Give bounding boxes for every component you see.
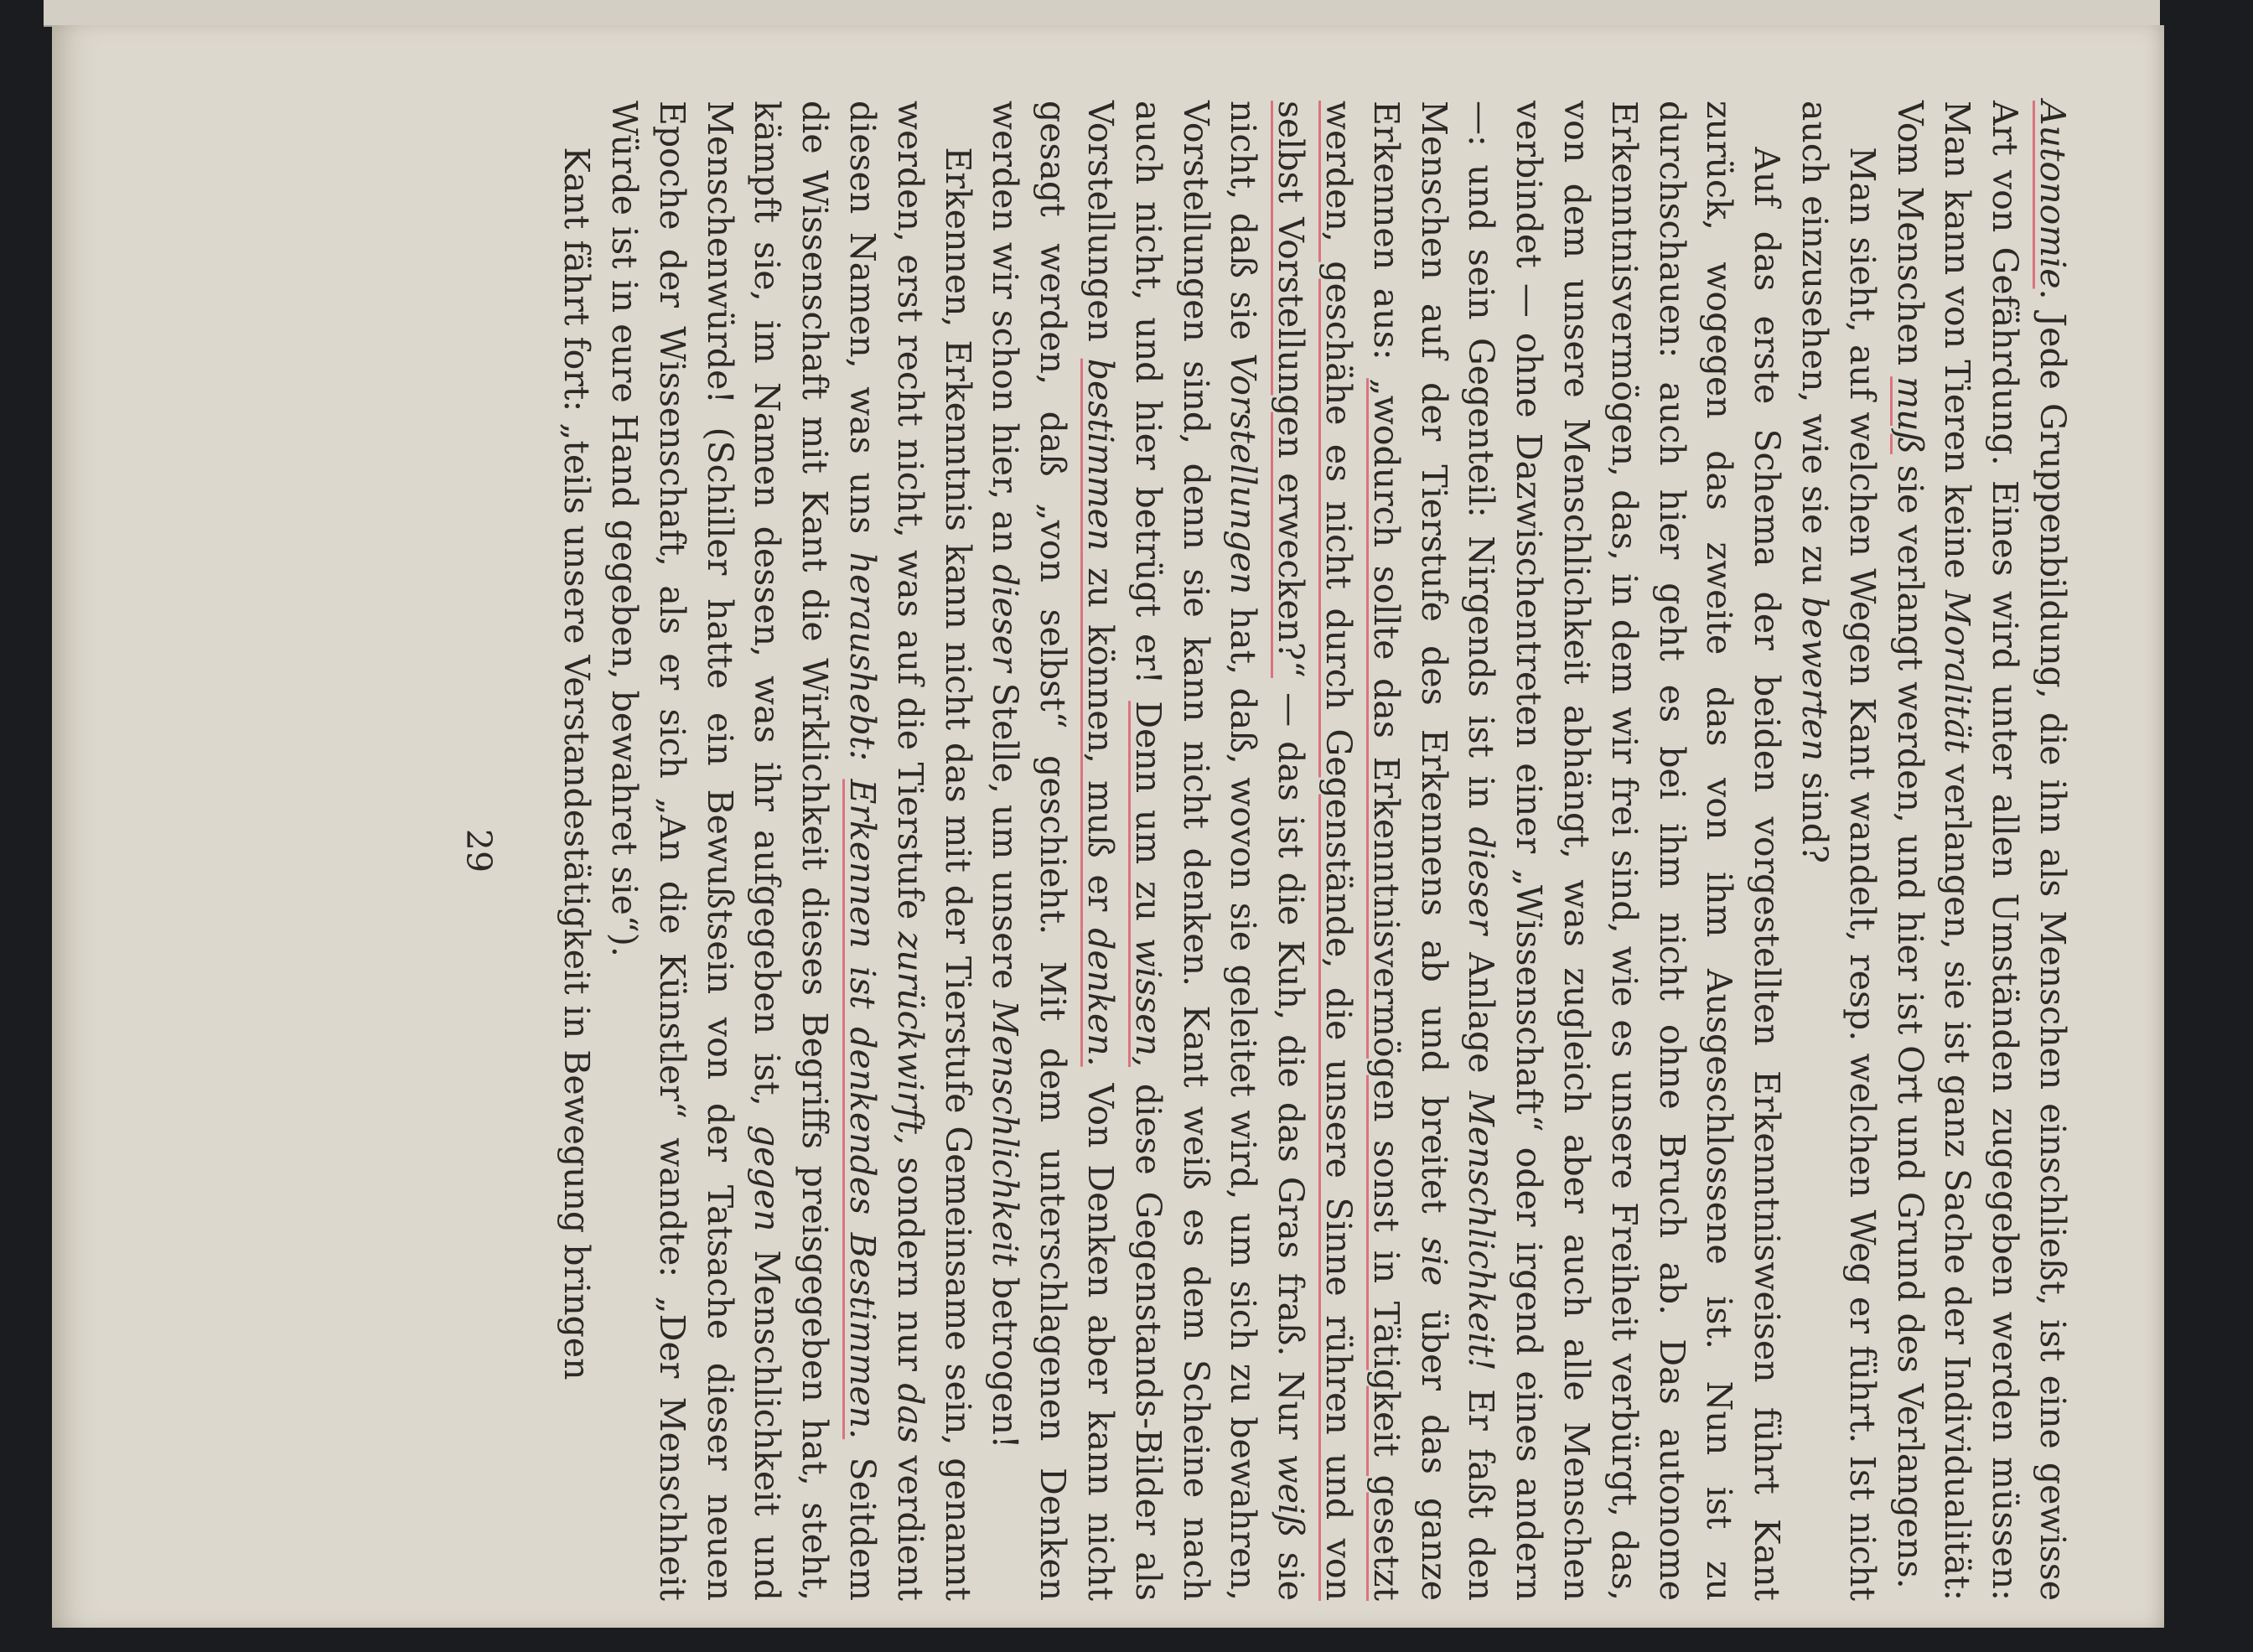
text-run: Seitdem die Wissenschaft mit Kant die Wirklichkeit dieses Begriffs preisgegeben hat, steht, kämpft sie, im Namen dessen, was ihr aufgegeben ist,: [747, 101, 883, 1601]
text-run: sondern nur: [889, 1144, 930, 1384]
paragraph: [1886, 101, 2076, 1601]
text-run: betrogen!: [985, 1266, 1026, 1449]
text-run: — das ist die Kuh, die das Gras fraß. Nur: [1271, 677, 1312, 1454]
italic-text: dieser: [985, 564, 1026, 672]
book-page: [52, 25, 2164, 1628]
text-run: verdient diesen Namen, was uns: [842, 101, 930, 1601]
underlined-text: Autonomie: [2033, 101, 2073, 289]
italic-text: Moralität: [1937, 590, 1978, 753]
text-run: . Jede Gruppenbildung, die ihn als Menschen einschließt, ist eine gewisse Art von Gefährdung. Eines wird unter allen Umständen zugegeben werden müssen: Man kann von Tieren keine: [1937, 101, 2073, 1601]
text-run: sie verlangt werden, und hier ist Ort und Grund des Verlangens.: [1889, 453, 1930, 1589]
underlined-text: muß: [1889, 376, 1930, 454]
paragraph: [600, 101, 981, 1601]
italic-text: sie: [1413, 1236, 1454, 1287]
paragraphs: [553, 101, 2077, 1601]
text-run: Von Denken aber kann nicht gesagt werden, daß „von selbst“ geschieht. Mit dem unterschlagenen Denken werden wir schon hier, an: [985, 101, 1121, 1602]
italic-text: das: [889, 1383, 930, 1444]
text-run: [842, 761, 883, 779]
text-run: Anlage: [1461, 934, 1502, 1091]
paragraph: [553, 101, 601, 1601]
text-run: Stelle, um unsere: [985, 671, 1026, 1001]
text-run: Menschlichkeit und Menschenwürde! (Schiller hatte ein Bewußtsein von der Tatsache dieser neuen Epoche der Wissenschaft, als er sich „An die Künstler“ wandte: „Der Menschheit Würde ist in eure Hand gegeben, bewahret sie“).: [604, 101, 788, 1601]
italic-text: weiß: [1271, 1453, 1312, 1538]
paragraph: [981, 101, 1791, 1601]
text-run: sind?: [1795, 761, 1836, 863]
text-run: Kant fährt fort: „teils unsere Verstandestätigkeit in Bewegung bringen: [557, 147, 598, 1380]
text-run: verlangen, sie ist ganz Sache der Individualität: Vom Menschen: [1889, 101, 1978, 1601]
text-run: diese Gegenstands-Bilder als Vorstellungen: [1080, 101, 1168, 1601]
italic-text: bewerten: [1795, 596, 1836, 762]
previous-page-edge: [44, 0, 2160, 27]
underlined-text: Erkennen ist denkendes Bestimmen.: [842, 779, 883, 1440]
text-run: über das ganze Erkennen aus:: [1365, 101, 1454, 1601]
paragraph: [1790, 101, 1886, 1601]
underlined-text: denken.: [1080, 928, 1121, 1067]
underlined-text: „wodurch sollte das Erkenntnisvermögen sonst in Tätigkeit gesetzt werden, geschähe es nicht durch Gegenstände, die unsere Sinne rühren und von selbst Vorstellungen erwecken?“: [1271, 101, 1406, 1601]
page-number: 29: [458, 828, 500, 873]
text-run: hat, daß, wovon sie geleitet wird, um sich zu bewahren, Vorstellungen sind, denn sie kann nicht denken. Kant weiß es dem Scheine nach auch nicht, und hier betrügt er!: [1127, 101, 1264, 1602]
underlined-text: bestimmen: [1080, 358, 1121, 552]
italic-text: heraushebt:: [842, 552, 883, 761]
text-run: sie nicht, daß sie: [1223, 101, 1312, 1601]
underlined-text: wissen,: [1127, 938, 1168, 1068]
text-run: Man sieht, auf welchen Wegen Kant wandelt, resp. welchen Weg er führt. Ist nicht auch einzusehen, wie sie zu: [1795, 101, 1883, 1601]
italic-text: Menschlichkeit!: [1461, 1090, 1502, 1371]
underlined-text: Denn um zu: [1127, 701, 1168, 939]
italic-text: dieser: [1461, 826, 1502, 935]
page-text-block: [190, 101, 2076, 1601]
italic-text: gegen: [747, 1124, 788, 1232]
text-run: Auf das erste Schema der beiden vorgestellten Erkenntnisweisen führt Kant zurück, wogegen das zweite das von ihm Ausgeschlossene ist. Nun ist zu durchschauen: auch hier geht es bei ihm nicht ohne Bruch ab. Das autonome Erkenntnisvermögen, das, in dem wir frei sind, wie es unsere Freiheit verbürgt, das, von dem unsere Menschlichkeit abhängt, was zugleich aber auch alle Menschen verbindet — ohne Dazwischentreten einer „Wissenschaft“ oder irgend eines andern —: und sein Gegenteil: Nirgends ist in: [1461, 101, 1788, 1601]
text-run: Erkennen, Erkenntnis kann nicht das mit der Tierstufe Gemeinsame sein, genannt werden, erst recht nicht, was auf die Tierstufe: [889, 101, 978, 1601]
underlined-text: zu können, muß er: [1080, 551, 1121, 929]
text-run: Er faßt den Menschen auf der Tierstufe des Erkennens ab und breitet: [1413, 101, 1502, 1601]
italic-text: Menschlichkeit: [985, 1000, 1026, 1266]
italic-text: Vorstellungen: [1223, 353, 1264, 595]
italic-text: zurückwirft,: [889, 931, 930, 1145]
